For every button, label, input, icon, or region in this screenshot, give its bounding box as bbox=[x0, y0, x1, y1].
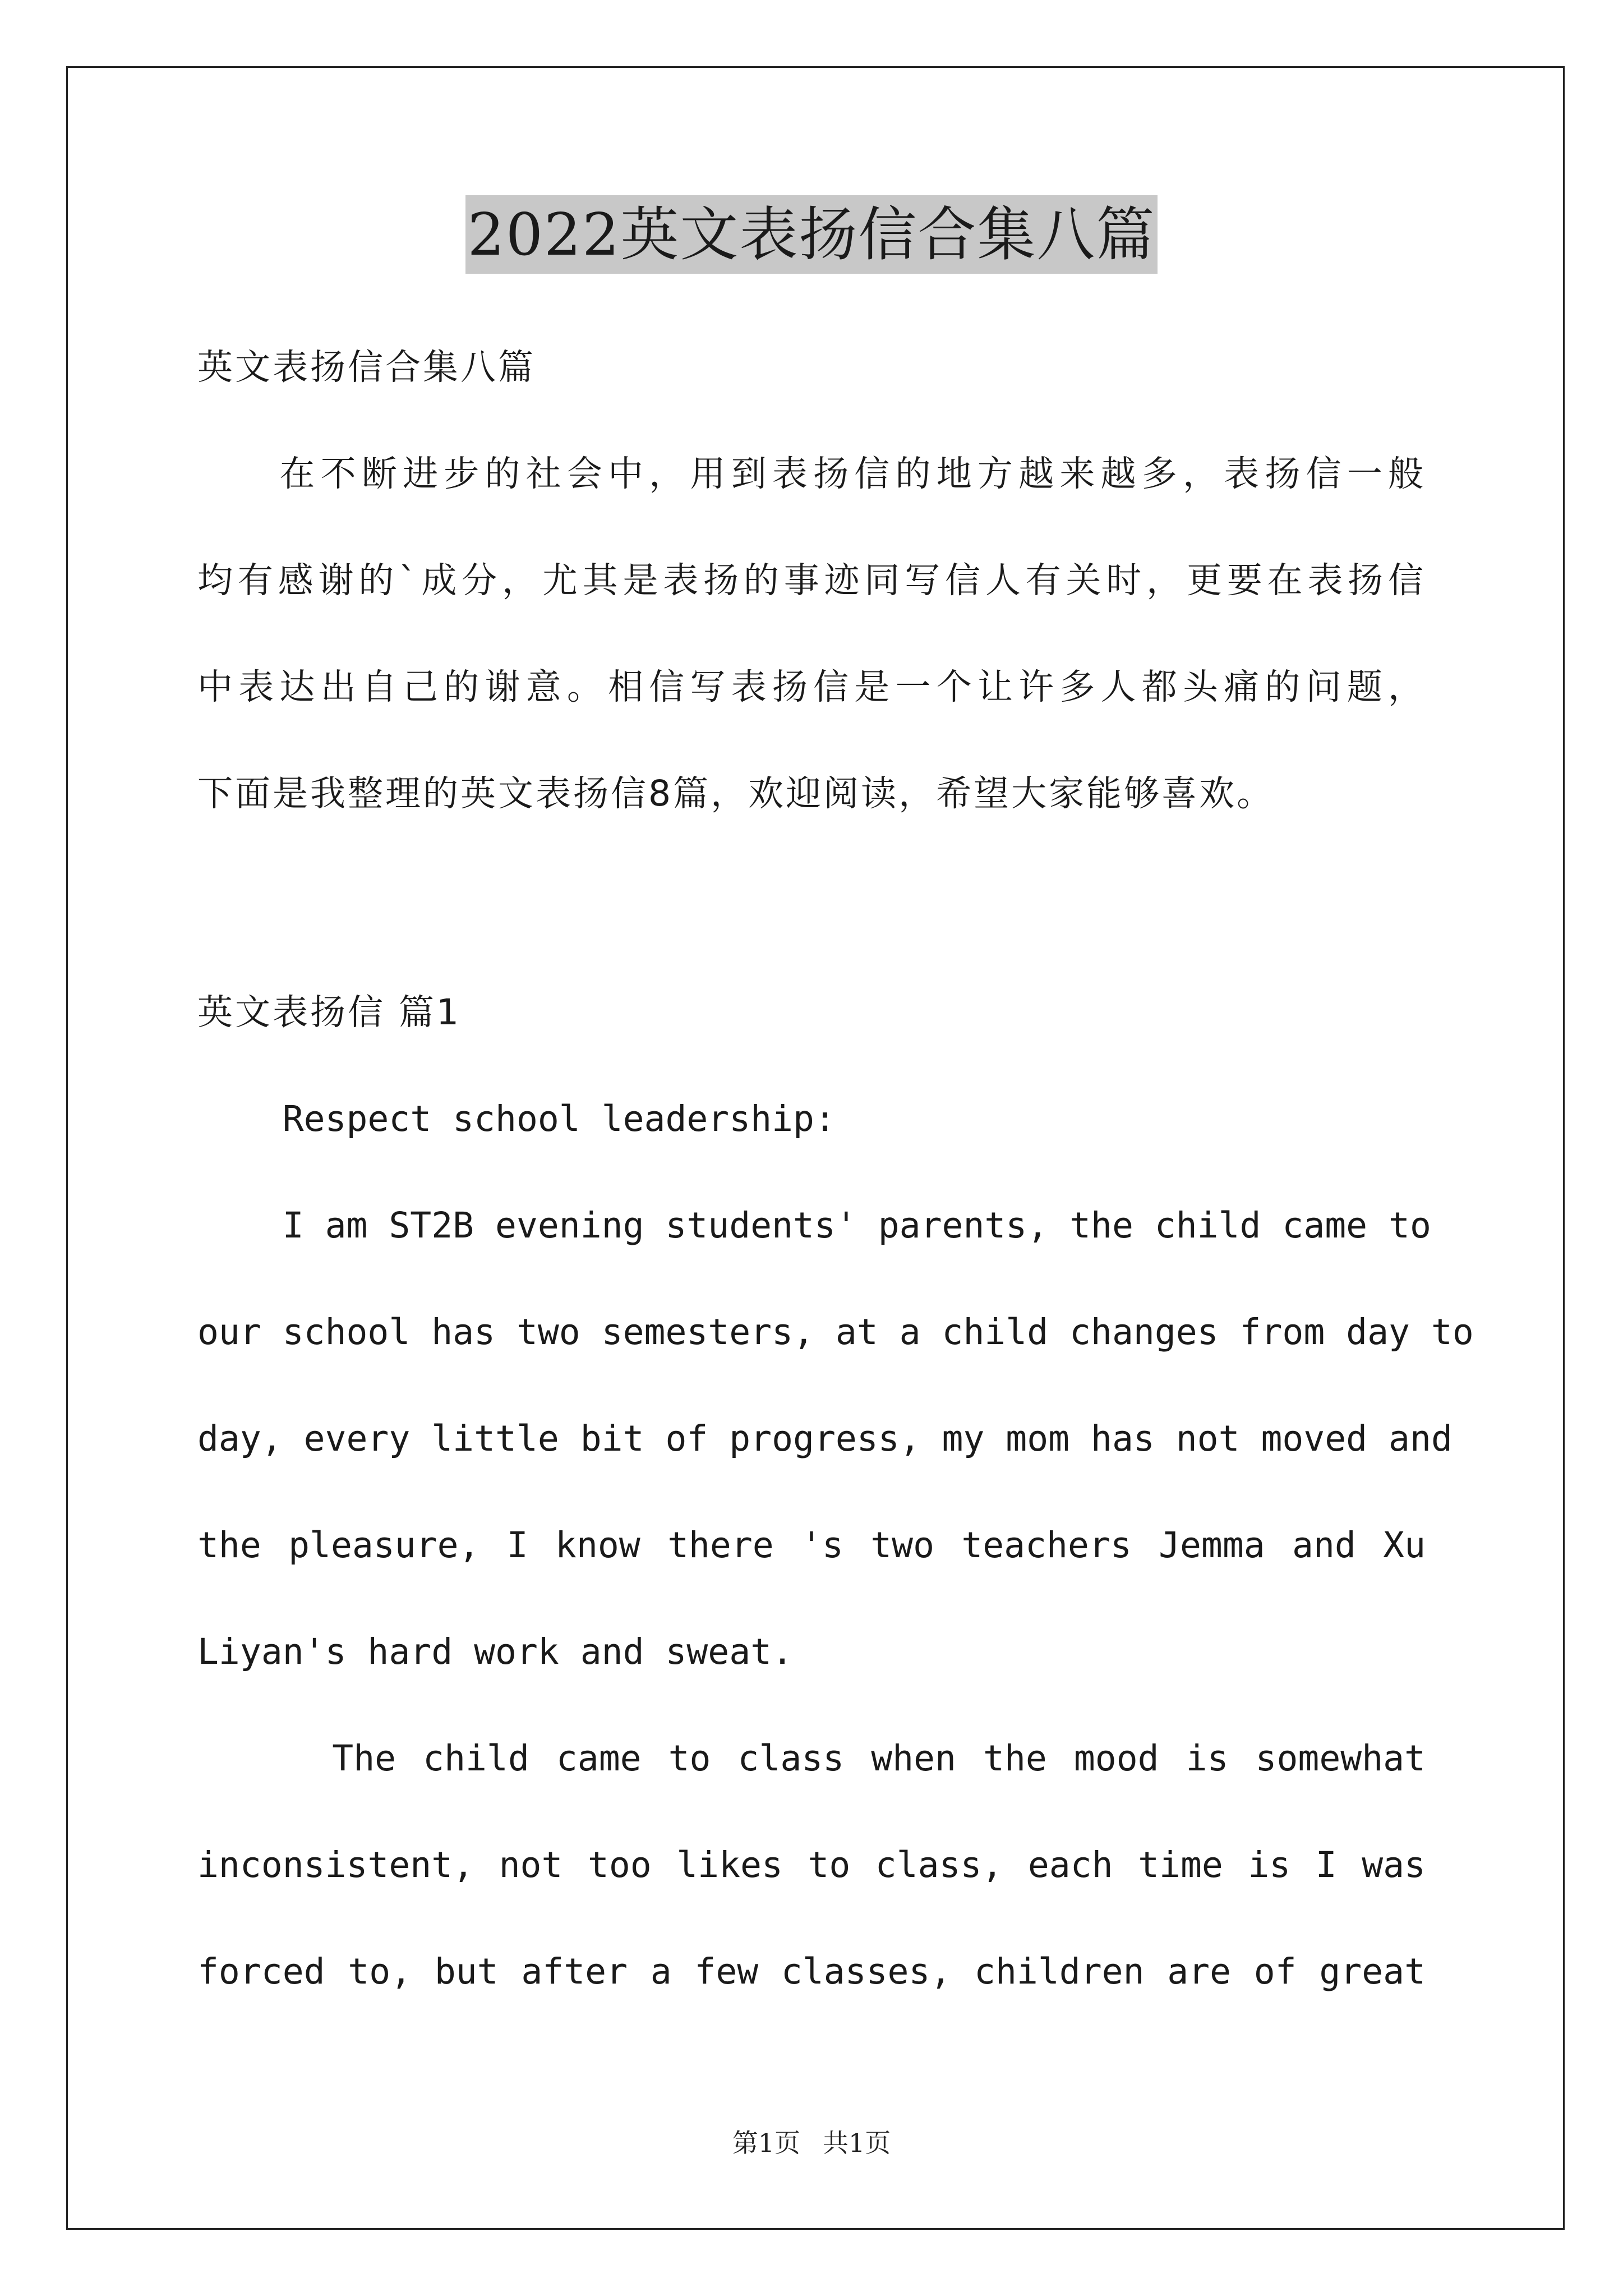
section-heading: 英文表扬信 篇1 bbox=[197, 992, 462, 1033]
page-number-current: 第1页 bbox=[732, 2128, 800, 2158]
body-line-1: I am ST2B evening students' parents, the child came to bbox=[197, 1205, 1431, 1246]
body-line-5: Liyan's hard work and sweat. bbox=[197, 1631, 794, 1672]
document-title: 2022英文表扬信合集八篇 bbox=[465, 195, 1158, 274]
intro-line-2: 均有感谢的`成分，尤其是表扬的事迹同写信人有关时，更要在表扬信 bbox=[197, 560, 1426, 601]
title-container bbox=[0, 195, 1623, 274]
body-line-8: forced to, but after a few classes, children are of great bbox=[197, 1951, 1426, 1992]
document-subtitle: 英文表扬信合集八篇 bbox=[197, 347, 536, 388]
body-line-7: inconsistent, not too likes to class, each time is I was bbox=[197, 1844, 1426, 1885]
body-line-6: The child came to class when the mood is somewhat bbox=[197, 1738, 1426, 1779]
intro-line-1: 在不断进步的社会中，用到表扬信的地方越来越多，表扬信一般 bbox=[197, 453, 1426, 494]
page-footer bbox=[0, 2126, 1623, 2160]
body-line-4: the pleasure, I know there 's two teachers Jemma and Xu bbox=[197, 1525, 1426, 1566]
page-number-total: 共1页 bbox=[823, 2128, 891, 2158]
intro-line-3: 中表达出自己的谢意。相信写表扬信是一个让许多人都头痛的问题， bbox=[197, 666, 1426, 707]
body-line-3: day, every little bit of progress, my mom has not moved and bbox=[197, 1418, 1453, 1459]
intro-line-4: 下面是我整理的英文表扬信8篇，欢迎阅读，希望大家能够喜欢。 bbox=[197, 773, 1275, 814]
body-line-2: our school has two semesters, at a child changes from day to bbox=[197, 1312, 1474, 1352]
letter-salutation: Respect school leadership: bbox=[197, 1098, 836, 1139]
